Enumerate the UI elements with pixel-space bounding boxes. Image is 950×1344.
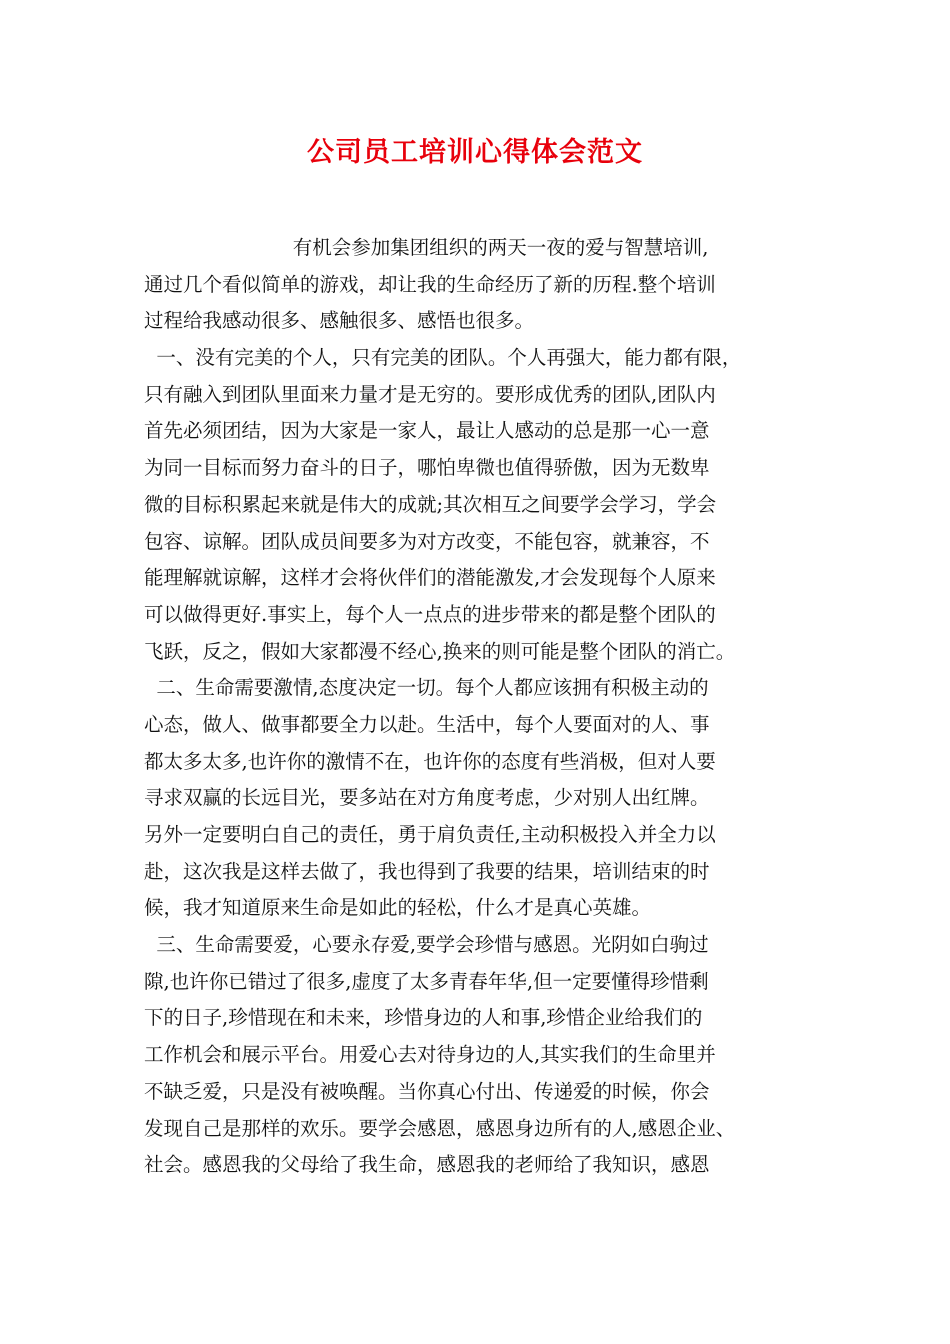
document-body xyxy=(144,230,814,1184)
text-line: 通过几个看似简单的游戏，却让我的生命经历了新的历程.整个培训 xyxy=(144,272,716,296)
text-line: 下的日子,珍惜现在和未来，珍惜身边的人和事,珍惜企业给我们的 xyxy=(144,1006,703,1030)
text-line: 包容、谅解。团队成员间要多为对方改变，不能包容，就兼容，不 xyxy=(144,529,710,553)
text-line: 为同一目标而努力奋斗的日子，哪怕卑微也值得骄傲，因为无数卑 xyxy=(144,456,710,480)
text-line: 过程给我感动很多、感触很多、感悟也很多。 xyxy=(144,309,535,333)
text-line: 只有融入到团队里面来力量才是无穷的。要形成优秀的团队,团队内 xyxy=(144,382,716,406)
text-line: 微的目标积累起来就是伟大的成就;其次相互之间要学会学习，学会 xyxy=(144,492,717,516)
text-line: 工作机会和展示平台。用爱心去对待身边的人,其实我们的生命里并 xyxy=(144,1043,716,1067)
text-line: 一、没有完美的个人，只有完美的团队。个人再强大，能力都有限， xyxy=(144,346,742,370)
text-line: 隙,也许你已错过了很多,虚度了太多青春年华,但一定要懂得珍惜剩 xyxy=(144,969,709,993)
text-line: 发现自己是那样的欢乐。要学会感恩，感恩身边所有的人,感恩企业、 xyxy=(144,1116,736,1140)
text-line: 可以做得更好.事实上，每个人一点点的进步带来的都是整个团队的 xyxy=(144,602,716,626)
text-line: 首先必须团结，因为大家是一家人，最让人感动的总是那一心一意 xyxy=(144,419,710,443)
text-line: 社会。感恩我的父母给了我生命，感恩我的老师给了我知识，感恩 xyxy=(144,1153,710,1177)
text-line: 都太多太多,也许你的激情不在，也许你的态度有些消极，但对人要 xyxy=(144,749,716,773)
text-line: 另外一定要明白自己的责任，勇于肩负责任,主动积极投入并全力以 xyxy=(144,823,716,846)
text-line: 有机会参加集团组织的两天一夜的爱与智慧培训, xyxy=(144,236,709,259)
document-title: 公司员工培训心得体会范文 xyxy=(307,137,643,168)
text-line: 候，我才知道原来生命是如此的轻松，什么才是真心英雄。 xyxy=(144,896,652,920)
text-line: 飞跃，反之，假如大家都漫不经心,换来的则可能是整个团队的消亡。 xyxy=(144,639,736,663)
text-line: 不缺乏爱，只是没有被唤醒。当你真心付出、传递爱的时候，你会 xyxy=(144,1079,710,1103)
text-line: 心态，做人、做事都要全力以赴。生活中，每个人要面对的人、事 xyxy=(144,712,710,736)
text-line: 寻求双赢的长远目光，要多站在对方角度考虑，少对别人出红牌。 xyxy=(144,786,710,810)
text-line: 二、生命需要激情,态度决定一切。每个人都应该拥有积极主动的 xyxy=(144,676,709,700)
text-line: 能理解就谅解，这样才会将伙伴们的潜能激发,才会发现每个人原来 xyxy=(144,566,716,590)
text-line: 赴，这次我是这样去做了，我也得到了我要的结果，培训结束的时 xyxy=(144,859,710,883)
text-line: 三、生命需要爱，心要永存爱,要学会珍惜与感恩。光阴如白驹过 xyxy=(144,933,709,957)
